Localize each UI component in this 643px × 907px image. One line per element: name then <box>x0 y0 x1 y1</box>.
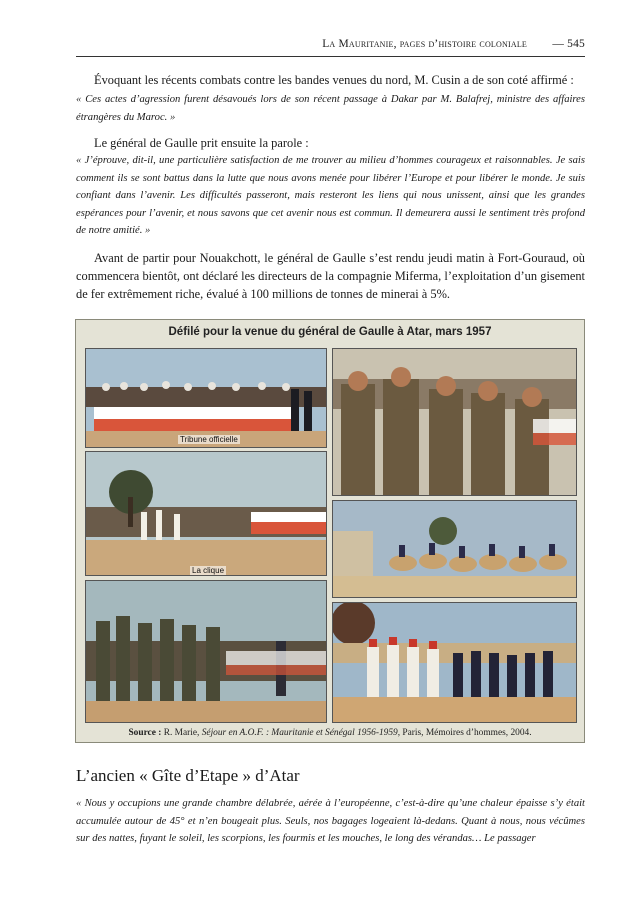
paragraph-fort-gouraud: Avant de partir pour Nouakchott, le général de Gaulle s’est rendu jeudi matin à Fort-Gouraud, où commencera bientôt, ont déclaré les directeurs de la compagnie Miferma, l’exploitation d’un gisement de fer extrêmement riche, évalué à 100 millions de tonnes de minerai à 5%. <box>76 251 585 301</box>
paragraph-de-gaulle-intro: Le général de Gaulle prit ensuite la parole : <box>94 136 309 150</box>
photo-tirailleurs <box>332 602 577 723</box>
caption-clique: La clique <box>192 566 225 575</box>
header-rule <box>76 56 585 57</box>
running-title: La Mauritanie, pages d’histoire coloniale <box>322 38 527 50</box>
source-title: Séjour en A.O.F. : Mauritanie et Sénégal 1956-1959 <box>201 728 398 738</box>
source-author: R. Marie, <box>163 728 200 738</box>
photo-figure <box>75 319 585 743</box>
photo-la-clique <box>85 451 327 576</box>
quote-de-gaulle: « J’éprouve, dit-il, une particulière satisfaction de me trouver au milieu d’hommes courageux et raisonnables. Je sais comment ils se sont battus dans la lutte que nous avons menée pour libérer l’Europe et pour libérer le monde. Je suis confiant dans l’avenir. Les difficultés passeront, mais resteront les liens qui nous unissent, ainsi que les grandes espérances pour l’avenir, et nous savons que cet avenir nous est commun. Il demeurera aussi le sentiment très profond de notre amitié. » <box>76 155 585 236</box>
photo-troupes-defile <box>85 580 327 723</box>
source-rest: , Paris, Mémoires d’hommes, 2004. <box>397 728 532 738</box>
quote-gite-etape: « Nous y occupions une grande chambre délabrée, aérée à l’européenne, c’est-à-dire qu’une chaleur épaisse s’y était accumulée autour de 45° et n’en bougeait plus. Seuls, nos bagages logeaient là-dedans. Quant à nous, nous vécûmes sur des nattes, fuyant le soleil, les scorpions, les fourmis et les mouches, le long des vérandas… Le passager <box>76 798 585 844</box>
paragraph-cusin: Évoquant les récents combats contre les bandes venues du nord, M. Cusin a de son coté affirmé : <box>94 73 574 87</box>
photo-tribune-officielle <box>85 348 327 448</box>
figure-source <box>76 728 584 738</box>
source-label: Source : <box>128 728 162 738</box>
section-heading: L’ancien « Gîte d’Etape » d’Atar <box>76 766 300 785</box>
caption-tribune: Tribune officielle <box>180 435 238 444</box>
figure-title: Défilé pour la venue du général de Gaulle à Atar, mars 1957 <box>168 326 492 338</box>
photo-legionnaires <box>332 348 577 496</box>
quote-cusin: « Ces actes d’agression furent désavoués lors de son récent passage à Dakar par M. Balafrej, ministre des affaires étrangères du Maroc. » <box>76 94 585 123</box>
page-number: — 545 <box>552 38 585 50</box>
running-head <box>76 38 585 56</box>
photo-meharistes <box>332 500 577 598</box>
